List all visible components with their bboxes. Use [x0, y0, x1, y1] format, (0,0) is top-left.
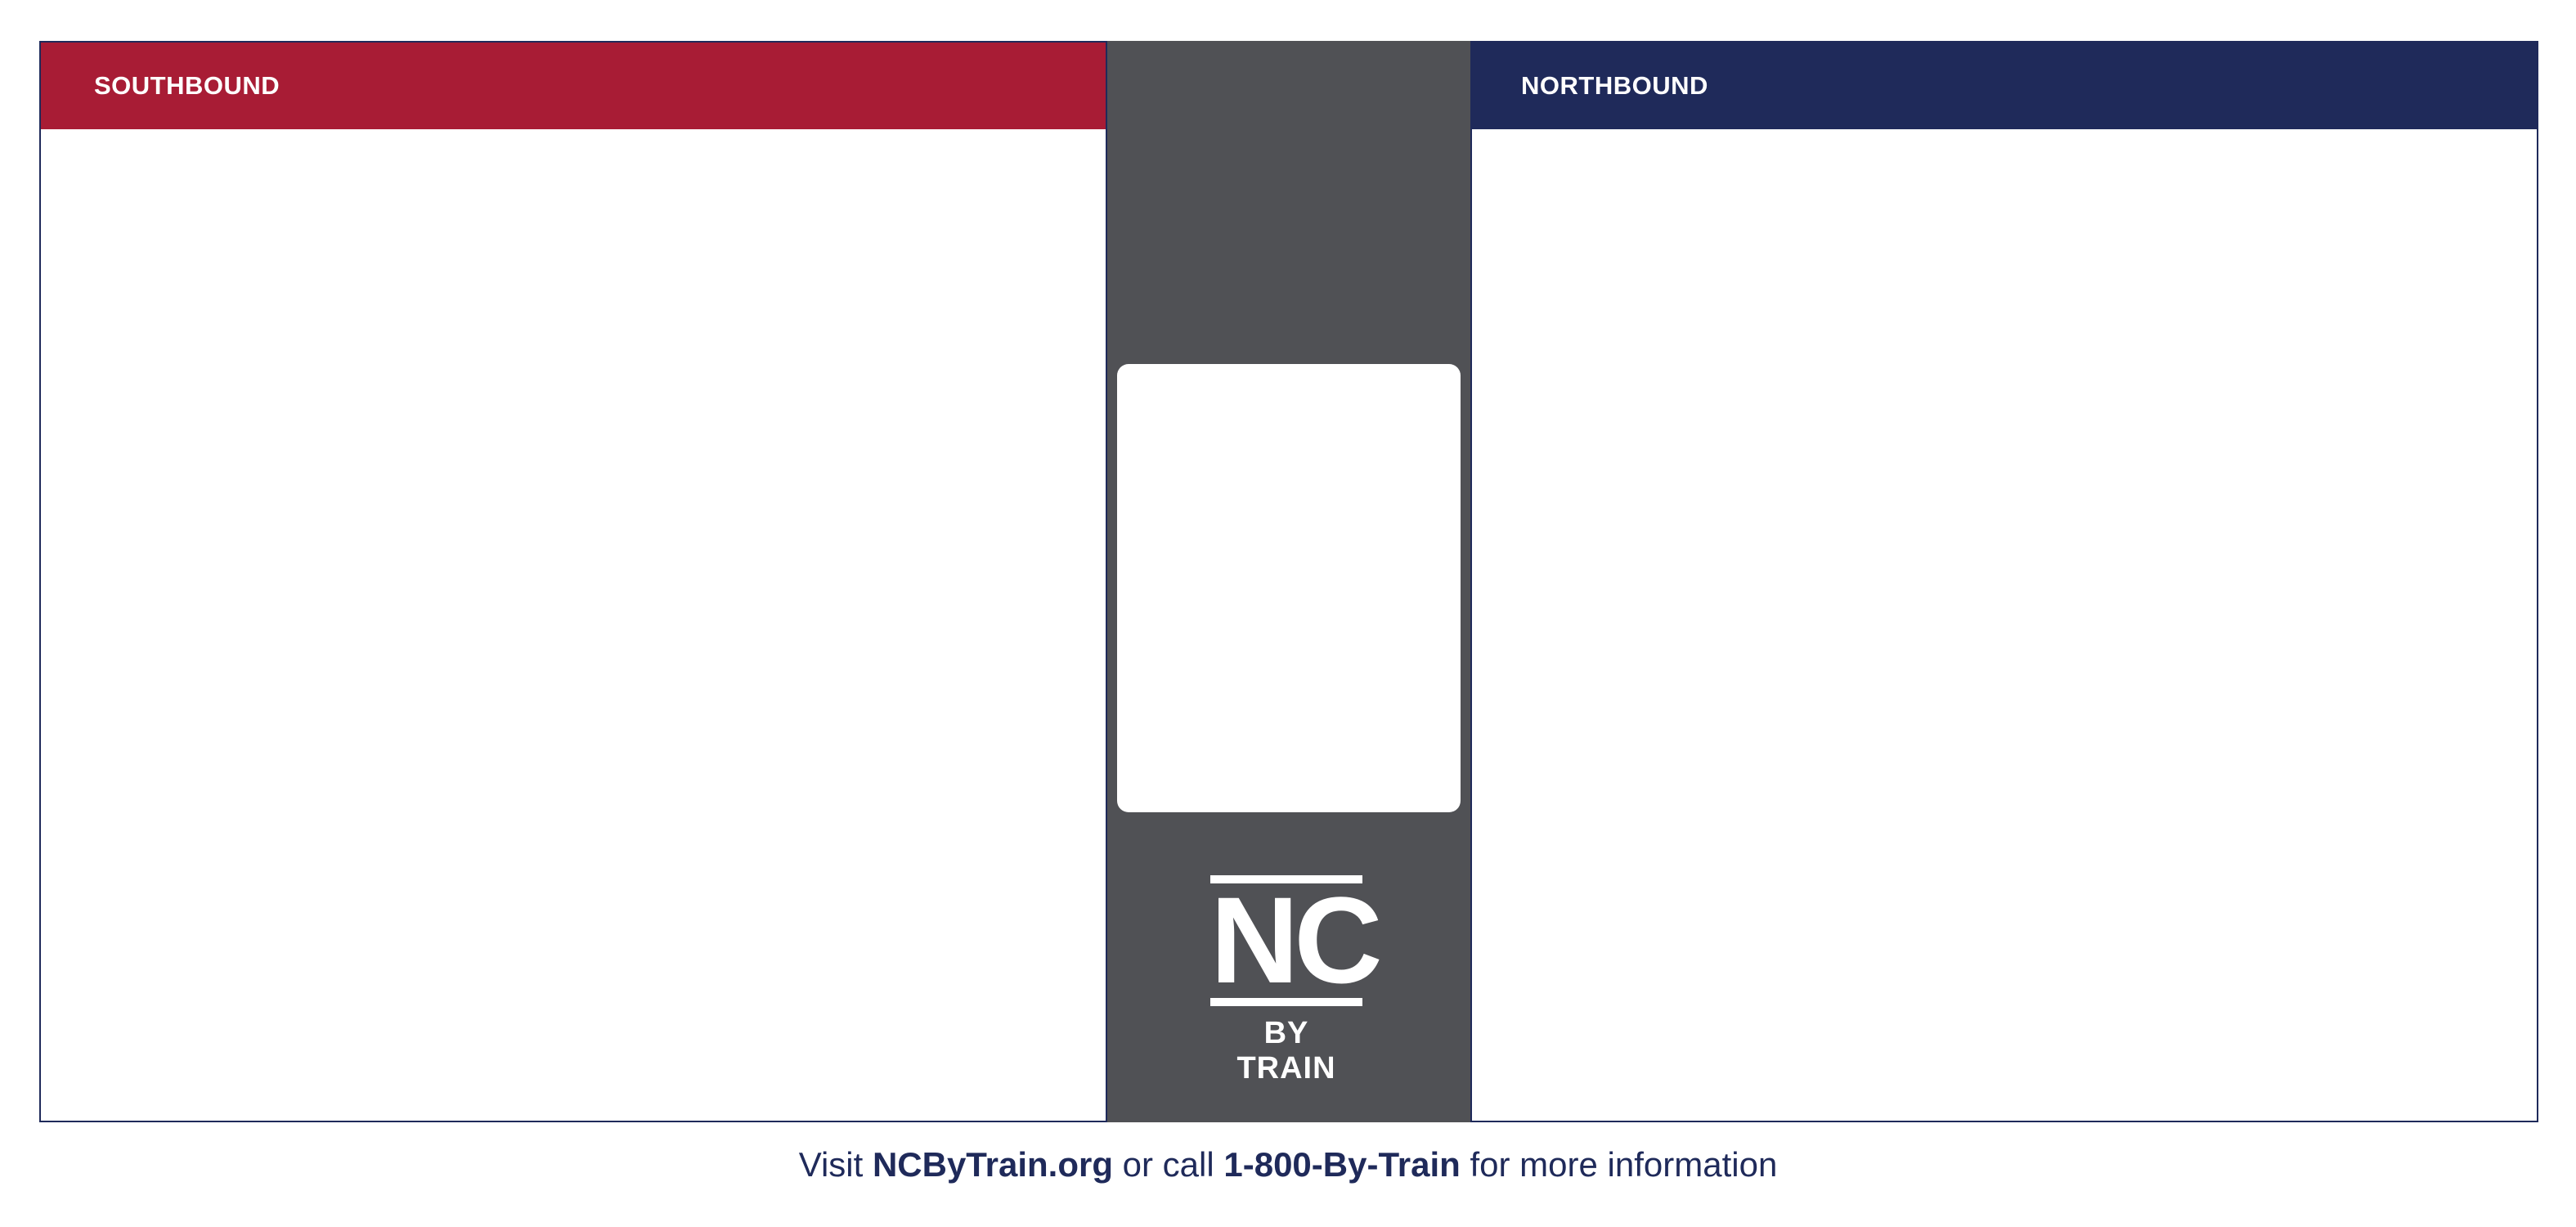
footer-post: for more information — [1460, 1145, 1778, 1184]
northbound-table — [1470, 41, 2538, 1122]
northbound-title: NORTHBOUND — [1521, 71, 1708, 100]
footer-phone-link[interactable]: 1-800-By-Train — [1223, 1145, 1461, 1184]
southbound-table — [39, 41, 1107, 1122]
info-column — [1107, 41, 1470, 1122]
southbound-header — [41, 43, 1106, 129]
nc-by-train-logo — [1210, 871, 1378, 1086]
northbound-header — [1472, 43, 2537, 129]
southbound-title: SOUTHBOUND — [94, 71, 280, 100]
logo-subtitle: BY TRAIN — [1236, 1016, 1336, 1085]
legend-box — [1117, 364, 1461, 812]
footer-website-link[interactable]: NCByTrain.org — [872, 1145, 1113, 1184]
footer-pre: Visit — [798, 1145, 873, 1184]
logo-mark: NC — [1210, 871, 1378, 1009]
footer-mid: or call — [1113, 1145, 1224, 1184]
footer-info — [0, 1145, 2576, 1184]
